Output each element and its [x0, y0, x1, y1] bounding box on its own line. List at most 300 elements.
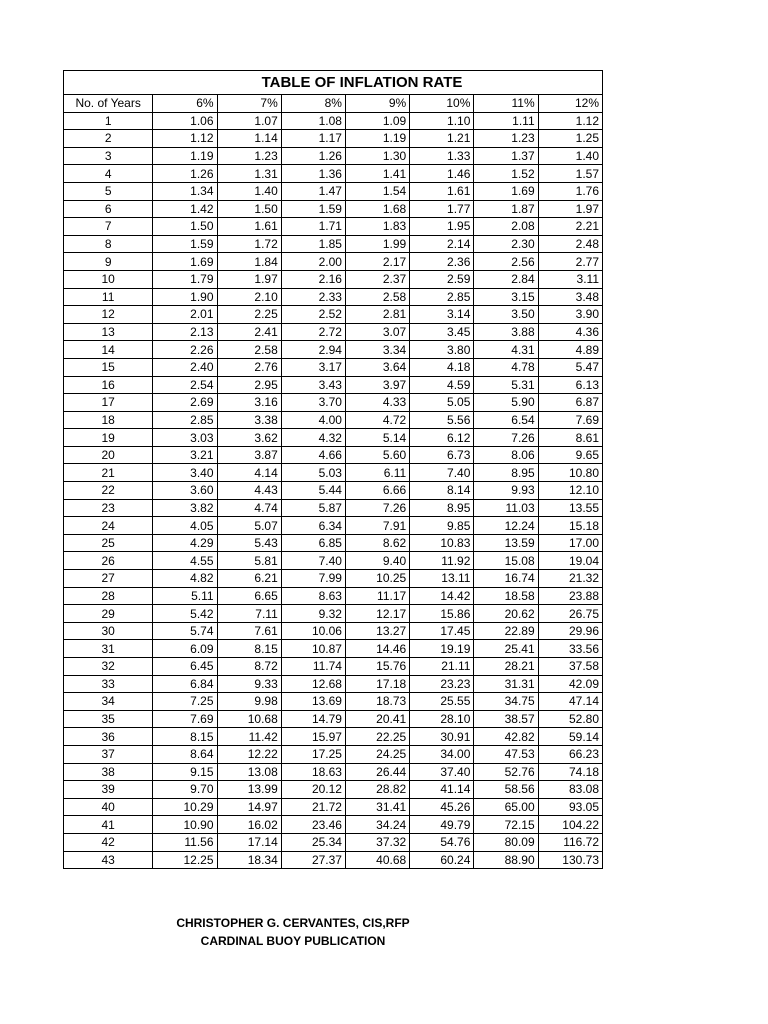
rate-value-cell: 7.69 [538, 411, 602, 429]
rate-value-cell: 12.24 [474, 517, 538, 535]
table-row [64, 376, 603, 394]
rate-value-cell: 13.27 [345, 622, 409, 640]
rate-value-cell: 12.68 [281, 675, 345, 693]
rate-value-cell: 1.99 [345, 235, 409, 253]
rate-value-cell: 1.83 [345, 218, 409, 236]
rate-value-cell: 1.17 [281, 130, 345, 148]
year-cell: 30 [64, 622, 153, 640]
rate-value-cell: 1.25 [538, 130, 602, 148]
rate-value-cell: 2.37 [345, 270, 409, 288]
rate-value-cell: 6.34 [281, 517, 345, 535]
rate-value-cell: 10.29 [153, 798, 217, 816]
year-cell: 24 [64, 517, 153, 535]
rate-value-cell: 4.82 [153, 570, 217, 588]
table-row [64, 763, 603, 781]
rate-value-cell: 2.56 [474, 253, 538, 271]
rate-value-cell: 14.79 [281, 710, 345, 728]
rate-value-cell: 5.07 [217, 517, 281, 535]
rate-value-cell: 45.26 [410, 798, 474, 816]
rate-value-cell: 3.21 [153, 446, 217, 464]
rate-value-cell: 11.56 [153, 833, 217, 851]
rate-value-cell: 16.74 [474, 570, 538, 588]
rate-value-cell: 4.55 [153, 552, 217, 570]
rate-value-cell: 52.80 [538, 710, 602, 728]
table-row [64, 833, 603, 851]
rate-value-cell: 5.87 [281, 499, 345, 517]
rate-value-cell: 1.69 [153, 253, 217, 271]
rate-value-cell: 30.91 [410, 728, 474, 746]
rate-value-cell: 11.42 [217, 728, 281, 746]
rate-value-cell: 9.98 [217, 693, 281, 711]
rate-value-cell: 13.59 [474, 534, 538, 552]
rate-value-cell: 3.82 [153, 499, 217, 517]
rate-value-cell: 3.38 [217, 411, 281, 429]
rate-value-cell: 1.08 [281, 112, 345, 130]
rate-value-cell: 6.12 [410, 429, 474, 447]
rate-value-cell: 11.17 [345, 587, 409, 605]
rate-value-cell: 2.21 [538, 218, 602, 236]
table-row [64, 851, 603, 869]
rate-value-cell: 9.85 [410, 517, 474, 535]
rate-value-cell: 8.15 [217, 640, 281, 658]
rate-value-cell: 8.95 [474, 464, 538, 482]
rate-value-cell: 2.54 [153, 376, 217, 394]
year-cell: 32 [64, 658, 153, 676]
rate-value-cell: 13.11 [410, 570, 474, 588]
year-cell: 21 [64, 464, 153, 482]
rate-value-cell: 4.72 [345, 411, 409, 429]
rate-value-cell: 2.59 [410, 270, 474, 288]
rate-value-cell: 3.34 [345, 341, 409, 359]
rate-value-cell: 1.36 [281, 165, 345, 183]
rate-value-cell: 11.92 [410, 552, 474, 570]
rate-value-cell: 25.55 [410, 693, 474, 711]
rate-value-cell: 8.06 [474, 446, 538, 464]
rate-value-cell: 9.93 [474, 482, 538, 500]
year-cell: 29 [64, 605, 153, 623]
rate-value-cell: 4.66 [281, 446, 345, 464]
year-cell: 39 [64, 781, 153, 799]
table-row [64, 341, 603, 359]
year-cell: 25 [64, 534, 153, 552]
rate-value-cell: 2.72 [281, 323, 345, 341]
year-cell: 9 [64, 253, 153, 271]
rate-value-cell: 1.11 [474, 112, 538, 130]
table-row [64, 147, 603, 165]
rate-value-cell: 6.65 [217, 587, 281, 605]
rate-value-cell: 13.55 [538, 499, 602, 517]
rate-value-cell: 4.18 [410, 358, 474, 376]
rate-value-cell: 1.12 [153, 130, 217, 148]
year-cell: 12 [64, 306, 153, 324]
rate-value-cell: 2.41 [217, 323, 281, 341]
rate-value-cell: 28.10 [410, 710, 474, 728]
rate-value-cell: 1.26 [153, 165, 217, 183]
rate-value-cell: 8.63 [281, 587, 345, 605]
rate-value-cell: 17.45 [410, 622, 474, 640]
rate-value-cell: 4.59 [410, 376, 474, 394]
table-row [64, 411, 603, 429]
rate-value-cell: 2.85 [153, 411, 217, 429]
rate-value-cell: 14.46 [345, 640, 409, 658]
table-row [64, 622, 603, 640]
year-cell: 35 [64, 710, 153, 728]
rate-value-cell: 5.44 [281, 482, 345, 500]
rate-value-cell: 15.97 [281, 728, 345, 746]
header-years: No. of Years [64, 95, 153, 113]
rate-value-cell: 23.46 [281, 816, 345, 834]
rate-value-cell: 1.19 [153, 147, 217, 165]
rate-value-cell: 47.14 [538, 693, 602, 711]
rate-value-cell: 1.50 [217, 200, 281, 218]
rate-value-cell: 7.25 [153, 693, 217, 711]
rate-value-cell: 2.36 [410, 253, 474, 271]
rate-value-cell: 13.08 [217, 763, 281, 781]
rate-value-cell: 5.60 [345, 446, 409, 464]
rate-value-cell: 4.78 [474, 358, 538, 376]
year-cell: 3 [64, 147, 153, 165]
year-cell: 1 [64, 112, 153, 130]
year-cell: 10 [64, 270, 153, 288]
rate-value-cell: 15.08 [474, 552, 538, 570]
rate-value-cell: 2.85 [410, 288, 474, 306]
rate-value-cell: 1.72 [217, 235, 281, 253]
rate-value-cell: 3.11 [538, 270, 602, 288]
rate-value-cell: 13.69 [281, 693, 345, 711]
table-row [64, 499, 603, 517]
year-cell: 36 [64, 728, 153, 746]
rate-value-cell: 5.47 [538, 358, 602, 376]
year-cell: 33 [64, 675, 153, 693]
rate-value-cell: 60.24 [410, 851, 474, 869]
table-row [64, 306, 603, 324]
table-row [64, 464, 603, 482]
table-row [64, 517, 603, 535]
rate-value-cell: 1.41 [345, 165, 409, 183]
rate-value-cell: 3.40 [153, 464, 217, 482]
rate-value-cell: 3.03 [153, 429, 217, 447]
header-rate-10: 10% [410, 95, 474, 113]
rate-value-cell: 5.74 [153, 622, 217, 640]
rate-value-cell: 1.23 [474, 130, 538, 148]
rate-value-cell: 54.76 [410, 833, 474, 851]
rate-value-cell: 6.09 [153, 640, 217, 658]
rate-value-cell: 14.42 [410, 587, 474, 605]
table-row [64, 710, 603, 728]
rate-value-cell: 3.16 [217, 394, 281, 412]
table-row [64, 675, 603, 693]
rate-value-cell: 18.58 [474, 587, 538, 605]
table-row [64, 745, 603, 763]
rate-value-cell: 31.31 [474, 675, 538, 693]
rate-value-cell: 2.48 [538, 235, 602, 253]
rate-value-cell: 4.43 [217, 482, 281, 500]
rate-value-cell: 52.76 [474, 763, 538, 781]
rate-value-cell: 42.09 [538, 675, 602, 693]
rate-value-cell: 20.12 [281, 781, 345, 799]
rate-value-cell: 18.63 [281, 763, 345, 781]
year-cell: 5 [64, 182, 153, 200]
table-row [64, 235, 603, 253]
rate-value-cell: 5.11 [153, 587, 217, 605]
rate-value-cell: 11.03 [474, 499, 538, 517]
rate-value-cell: 2.69 [153, 394, 217, 412]
rate-value-cell: 1.87 [474, 200, 538, 218]
rate-value-cell: 93.05 [538, 798, 602, 816]
rate-value-cell: 80.09 [474, 833, 538, 851]
rate-value-cell: 5.14 [345, 429, 409, 447]
table-row [64, 112, 603, 130]
rate-value-cell: 1.33 [410, 147, 474, 165]
year-cell: 8 [64, 235, 153, 253]
table-row [64, 781, 603, 799]
rate-value-cell: 5.81 [217, 552, 281, 570]
rate-value-cell: 1.14 [217, 130, 281, 148]
rate-value-cell: 4.31 [474, 341, 538, 359]
table-body [64, 112, 603, 869]
rate-value-cell: 21.72 [281, 798, 345, 816]
rate-value-cell: 28.82 [345, 781, 409, 799]
rate-value-cell: 9.40 [345, 552, 409, 570]
rate-value-cell: 1.85 [281, 235, 345, 253]
rate-value-cell: 1.61 [410, 182, 474, 200]
rate-value-cell: 8.14 [410, 482, 474, 500]
rate-value-cell: 2.26 [153, 341, 217, 359]
rate-value-cell: 3.90 [538, 306, 602, 324]
rate-value-cell: 2.33 [281, 288, 345, 306]
rate-value-cell: 11.74 [281, 658, 345, 676]
rate-value-cell: 6.73 [410, 446, 474, 464]
rate-value-cell: 2.01 [153, 306, 217, 324]
rate-value-cell: 41.14 [410, 781, 474, 799]
rate-value-cell: 4.33 [345, 394, 409, 412]
rate-value-cell: 23.88 [538, 587, 602, 605]
year-cell: 2 [64, 130, 153, 148]
publisher-credit: CARDINAL BUOY PUBLICATION [200, 934, 386, 948]
rate-value-cell: 2.95 [217, 376, 281, 394]
table-row [64, 658, 603, 676]
rate-value-cell: 72.15 [474, 816, 538, 834]
rate-value-cell: 2.16 [281, 270, 345, 288]
rate-value-cell: 37.58 [538, 658, 602, 676]
rate-value-cell: 33.56 [538, 640, 602, 658]
rate-value-cell: 26.44 [345, 763, 409, 781]
table-title: TABLE OF INFLATION RATE [64, 71, 603, 95]
rate-value-cell: 65.00 [474, 798, 538, 816]
rate-value-cell: 7.40 [281, 552, 345, 570]
inflation-table-sheet [63, 70, 603, 869]
year-cell: 26 [64, 552, 153, 570]
table-row [64, 165, 603, 183]
table-row [64, 798, 603, 816]
header-rate-12: 12% [538, 95, 602, 113]
rate-value-cell: 1.90 [153, 288, 217, 306]
rate-value-cell: 1.71 [281, 218, 345, 236]
rate-value-cell: 2.58 [217, 341, 281, 359]
rate-value-cell: 3.60 [153, 482, 217, 500]
rate-value-cell: 1.59 [281, 200, 345, 218]
rate-value-cell: 2.14 [410, 235, 474, 253]
rate-value-cell: 34.24 [345, 816, 409, 834]
rate-value-cell: 12.17 [345, 605, 409, 623]
header-rate-7: 7% [217, 95, 281, 113]
rate-value-cell: 1.68 [345, 200, 409, 218]
rate-value-cell: 2.76 [217, 358, 281, 376]
rate-value-cell: 21.32 [538, 570, 602, 588]
rate-value-cell: 3.45 [410, 323, 474, 341]
table-row [64, 218, 603, 236]
rate-value-cell: 59.14 [538, 728, 602, 746]
rate-value-cell: 47.53 [474, 745, 538, 763]
rate-value-cell: 6.45 [153, 658, 217, 676]
rate-value-cell: 3.97 [345, 376, 409, 394]
rate-value-cell: 74.18 [538, 763, 602, 781]
rate-value-cell: 4.74 [217, 499, 281, 517]
rate-value-cell: 3.70 [281, 394, 345, 412]
rate-value-cell: 1.21 [410, 130, 474, 148]
rate-value-cell: 2.00 [281, 253, 345, 271]
rate-value-cell: 18.34 [217, 851, 281, 869]
rate-value-cell: 6.85 [281, 534, 345, 552]
rate-value-cell: 8.72 [217, 658, 281, 676]
rate-value-cell: 8.61 [538, 429, 602, 447]
rate-value-cell: 15.76 [345, 658, 409, 676]
rate-value-cell: 1.97 [217, 270, 281, 288]
year-cell: 23 [64, 499, 153, 517]
rate-value-cell: 3.87 [217, 446, 281, 464]
rate-value-cell: 2.17 [345, 253, 409, 271]
rate-value-cell: 88.90 [474, 851, 538, 869]
rate-value-cell: 17.14 [217, 833, 281, 851]
rate-value-cell: 12.22 [217, 745, 281, 763]
author-credit: CHRISTOPHER G. CERVANTES, CIS,RFP [176, 916, 410, 930]
rate-value-cell: 8.15 [153, 728, 217, 746]
rate-value-cell: 5.56 [410, 411, 474, 429]
rate-value-cell: 1.26 [281, 147, 345, 165]
rate-value-cell: 10.25 [345, 570, 409, 588]
rate-value-cell: 9.33 [217, 675, 281, 693]
rate-value-cell: 2.08 [474, 218, 538, 236]
rate-value-cell: 10.80 [538, 464, 602, 482]
rate-value-cell: 3.07 [345, 323, 409, 341]
rate-value-cell: 8.64 [153, 745, 217, 763]
rate-value-cell: 6.84 [153, 675, 217, 693]
year-cell: 17 [64, 394, 153, 412]
header-rate-9: 9% [345, 95, 409, 113]
rate-value-cell: 1.12 [538, 112, 602, 130]
year-cell: 38 [64, 763, 153, 781]
rate-value-cell: 27.37 [281, 851, 345, 869]
rate-value-cell: 14.97 [217, 798, 281, 816]
rate-value-cell: 1.09 [345, 112, 409, 130]
rate-value-cell: 19.04 [538, 552, 602, 570]
rate-value-cell: 18.73 [345, 693, 409, 711]
header-row [64, 95, 603, 113]
rate-value-cell: 7.99 [281, 570, 345, 588]
rate-value-cell: 1.37 [474, 147, 538, 165]
rate-value-cell: 9.32 [281, 605, 345, 623]
rate-value-cell: 7.40 [410, 464, 474, 482]
year-cell: 37 [64, 745, 153, 763]
rate-value-cell: 1.61 [217, 218, 281, 236]
rate-value-cell: 9.15 [153, 763, 217, 781]
rate-value-cell: 20.41 [345, 710, 409, 728]
rate-value-cell: 1.79 [153, 270, 217, 288]
rate-value-cell: 7.91 [345, 517, 409, 535]
rate-value-cell: 3.80 [410, 341, 474, 359]
rate-value-cell: 7.61 [217, 622, 281, 640]
rate-value-cell: 66.23 [538, 745, 602, 763]
rate-value-cell: 8.62 [345, 534, 409, 552]
header-rate-6: 6% [153, 95, 217, 113]
rate-value-cell: 1.84 [217, 253, 281, 271]
year-cell: 13 [64, 323, 153, 341]
table-row [64, 816, 603, 834]
rate-value-cell: 25.41 [474, 640, 538, 658]
footer [63, 914, 603, 950]
rate-value-cell: 38.57 [474, 710, 538, 728]
rate-value-cell: 24.25 [345, 745, 409, 763]
rate-value-cell: 21.11 [410, 658, 474, 676]
header-rate-11: 11% [474, 95, 538, 113]
rate-value-cell: 15.18 [538, 517, 602, 535]
rate-value-cell: 37.40 [410, 763, 474, 781]
year-cell: 22 [64, 482, 153, 500]
rate-value-cell: 5.03 [281, 464, 345, 482]
rate-value-cell: 6.21 [217, 570, 281, 588]
rate-value-cell: 4.32 [281, 429, 345, 447]
rate-value-cell: 4.89 [538, 341, 602, 359]
rate-value-cell: 4.00 [281, 411, 345, 429]
rate-value-cell: 9.70 [153, 781, 217, 799]
rate-value-cell: 1.59 [153, 235, 217, 253]
year-cell: 7 [64, 218, 153, 236]
rate-value-cell: 29.96 [538, 622, 602, 640]
rate-value-cell: 6.11 [345, 464, 409, 482]
table-row [64, 358, 603, 376]
table-row [64, 429, 603, 447]
rate-value-cell: 1.57 [538, 165, 602, 183]
rate-value-cell: 6.13 [538, 376, 602, 394]
table-row [64, 605, 603, 623]
rate-value-cell: 5.31 [474, 376, 538, 394]
rate-value-cell: 1.34 [153, 182, 217, 200]
table-row [64, 323, 603, 341]
rate-value-cell: 34.75 [474, 693, 538, 711]
rate-value-cell: 1.07 [217, 112, 281, 130]
table-row [64, 640, 603, 658]
rate-value-cell: 3.17 [281, 358, 345, 376]
year-cell: 4 [64, 165, 153, 183]
rate-value-cell: 58.56 [474, 781, 538, 799]
rate-value-cell: 5.43 [217, 534, 281, 552]
rate-value-cell: 12.10 [538, 482, 602, 500]
table-row [64, 200, 603, 218]
year-cell: 28 [64, 587, 153, 605]
year-cell: 11 [64, 288, 153, 306]
rate-value-cell: 2.52 [281, 306, 345, 324]
table-row [64, 253, 603, 271]
year-cell: 18 [64, 411, 153, 429]
rate-value-cell: 1.97 [538, 200, 602, 218]
rate-value-cell: 2.77 [538, 253, 602, 271]
rate-value-cell: 2.13 [153, 323, 217, 341]
rate-value-cell: 8.95 [410, 499, 474, 517]
rate-value-cell: 1.19 [345, 130, 409, 148]
rate-value-cell: 20.62 [474, 605, 538, 623]
year-cell: 42 [64, 833, 153, 851]
year-cell: 16 [64, 376, 153, 394]
